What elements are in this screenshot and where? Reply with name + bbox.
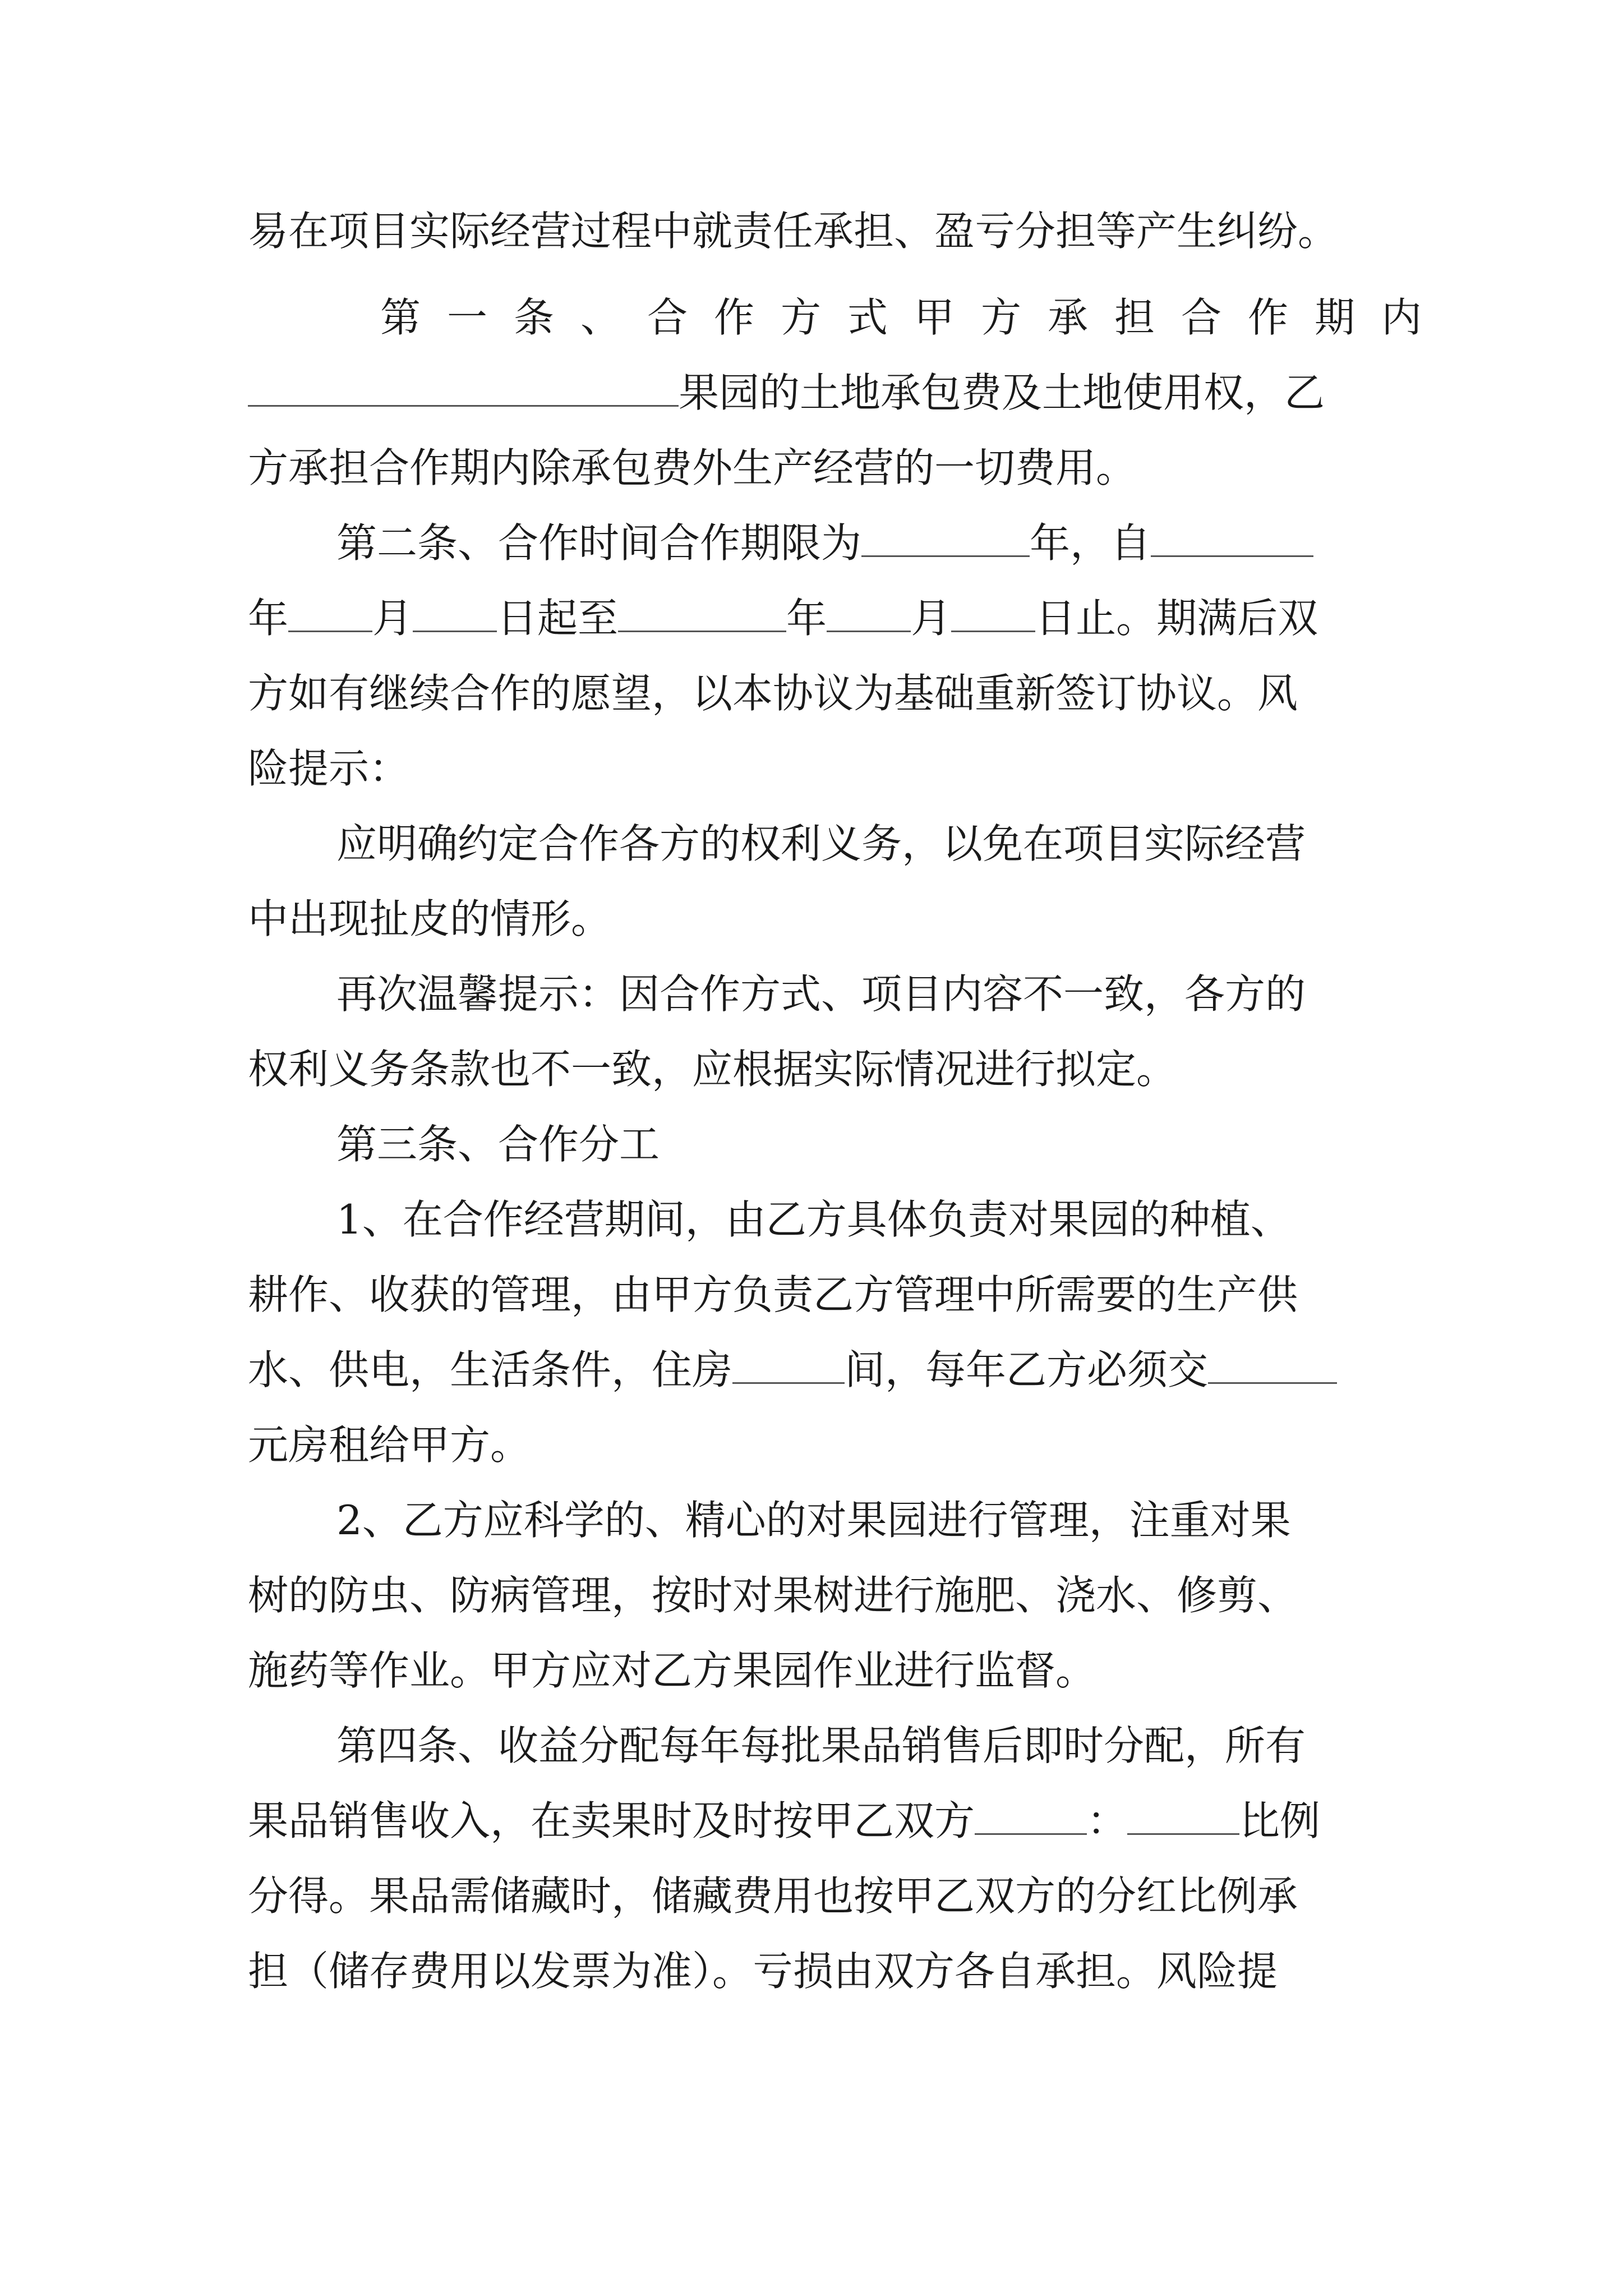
text-line: 分得。果品需储藏时，储藏费用也按甲乙双方的分红比例承 <box>248 1872 1298 1920</box>
text-segment: 月 <box>372 595 413 642</box>
text-segment: 日起至 <box>497 595 619 642</box>
text-line: 权利义务条款也不一致，应根据实际情况进行拟定。 <box>248 1046 1177 1093</box>
fill-in-blank[interactable] <box>413 593 497 632</box>
text-line: 再次温馨提示：因合作方式、项目内容不一致，各方的 <box>336 970 1306 1018</box>
text-segment: 年 <box>786 595 827 642</box>
fill-in-blank[interactable] <box>1127 1796 1239 1835</box>
text-line: 方如有继续合作的愿望，以本协议为基础重新签订协议。风 <box>248 670 1298 717</box>
fill-in-blank[interactable] <box>732 1345 845 1384</box>
text-segment: 月 <box>911 595 952 642</box>
text-line: 施药等作业。甲方应对乙方果园作业进行监督。 <box>248 1647 1096 1694</box>
article-2-heading <box>336 516 1313 570</box>
fill-in-blank[interactable] <box>1151 518 1313 557</box>
text-line: 2、乙方应科学的、精心的对果园进行管理，注重对果 <box>336 1497 1291 1544</box>
text-segment: 比例 <box>1239 1797 1321 1844</box>
text-line: 中出现扯皮的情形。 <box>248 895 612 942</box>
text-segment: 年，自 <box>1030 519 1151 567</box>
fill-in-blank[interactable] <box>1208 1345 1337 1384</box>
text-line <box>248 1343 1337 1397</box>
article-3-heading: 第三条、合作分工 <box>336 1121 660 1168</box>
text-segment: 年 <box>248 595 289 642</box>
fill-in-blank[interactable] <box>288 593 372 632</box>
text-segment: 日止。期满后双 <box>1035 595 1318 642</box>
text-segment: 果品销售收入，在卖果时及时按甲乙双方 <box>248 1797 975 1844</box>
text-segment: 水、供电，生活条件，住房 <box>248 1346 733 1393</box>
text-line: 树的防虫、防病管理，按时对果树进行施肥、浇水、修剪、 <box>248 1572 1298 1619</box>
text-line <box>248 366 1325 420</box>
text-line: 担（储存费用以发票为准）。亏损由双方各自承担。风险提 <box>248 1948 1278 1995</box>
fill-in-blank[interactable] <box>975 1796 1087 1835</box>
text-segment: 间，每年乙方必须交 <box>845 1346 1209 1393</box>
fill-in-blank[interactable] <box>248 368 679 407</box>
article-1-heading: 第一条、合作方式甲方承担合作期内 <box>380 294 1449 341</box>
text-line <box>248 591 1318 645</box>
text-line: 应明确约定合作各方的权利义务，以免在项目实际经营 <box>336 820 1306 867</box>
article-4-heading: 第四条、收益分配每年每批果品销售后即时分配，所有 <box>336 1722 1306 1769</box>
text-line: 方承担合作期内除承包费外生产经营的一切费用。 <box>248 444 1137 491</box>
fill-in-blank[interactable] <box>827 593 911 632</box>
text-segment: 第二条、合作时间合作期限为 <box>336 519 862 567</box>
text-segment: ： <box>1087 1797 1128 1844</box>
text-line <box>248 1794 1320 1848</box>
text-line: 1、在合作经营期间，由乙方具体负责对果园的种植、 <box>336 1196 1291 1243</box>
text-line: 易在项目实际经营过程中就责任承担、盈亏分担等产生纠纷。 <box>248 208 1339 255</box>
fill-in-blank[interactable] <box>618 593 786 632</box>
text-segment: 果园的土地承包费及土地使用权，乙 <box>679 369 1325 416</box>
fill-in-blank[interactable] <box>861 518 1030 557</box>
fill-in-blank[interactable] <box>951 593 1035 632</box>
text-line: 耕作、收获的管理，由甲方负责乙方管理中所需要的生产供 <box>248 1271 1298 1318</box>
text-line: 险提示： <box>248 745 410 792</box>
text-line: 元房租给甲方。 <box>248 1421 531 1469</box>
